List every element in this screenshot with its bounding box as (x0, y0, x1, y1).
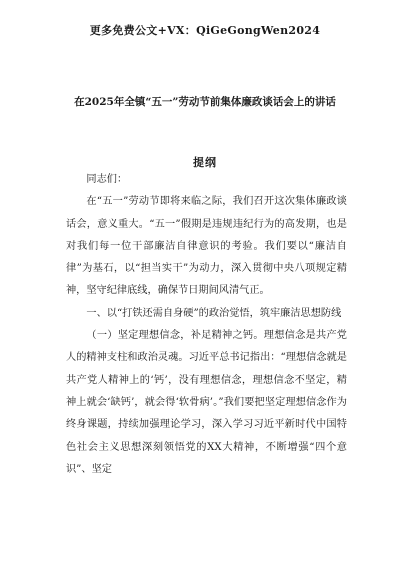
document-body (66, 160, 347, 481)
body-paragraph-intro: 在“五一”劳动节即将来临之际，我们召开这次集体廉政谈话会，意义重大。“五一”假期是违规违纪行为的高发期，也是对我们每一位干部廉洁自律意识的考验。我们要以“廉洁自律”为基石，以“担当实干”为动力，深入贯彻中央八项规定精神，坚守纪律底线，确保节日期间风清气正。 (66, 196, 347, 297)
document-subtitle: 提纲 (193, 156, 217, 169)
promo-banner: 更多免费公文+VX：QiGeGongWen2024 (89, 24, 321, 37)
body-paragraph-subsection-one: （一）坚定理想信念，补足精神之钙。理想信念是共产党人的精神支柱和政治灵魂。习近平总书记指出：“理想信念就是共产党人精神上的‘钙’，没有理想信念，理想信念不坚定，精神上就会‘缺钙’，就会得‘软骨病’。”我们要把坚定理想信念作为终身课题，持续加强理论学习，深入学习习近平新时代中国特色社会主义思想深刻领悟党的XX大精神，不断增强“四个意识”、坚定 (66, 330, 347, 475)
salutation: 同志们： (86, 174, 128, 185)
section-heading-one: 一、以“打铁还需自身硬”的政治觉悟，筑牢廉洁思想防线 (86, 307, 342, 319)
document-title: 在2025年全镇“五一”劳动节前集体廉政谈话会上的讲话 (74, 96, 336, 108)
